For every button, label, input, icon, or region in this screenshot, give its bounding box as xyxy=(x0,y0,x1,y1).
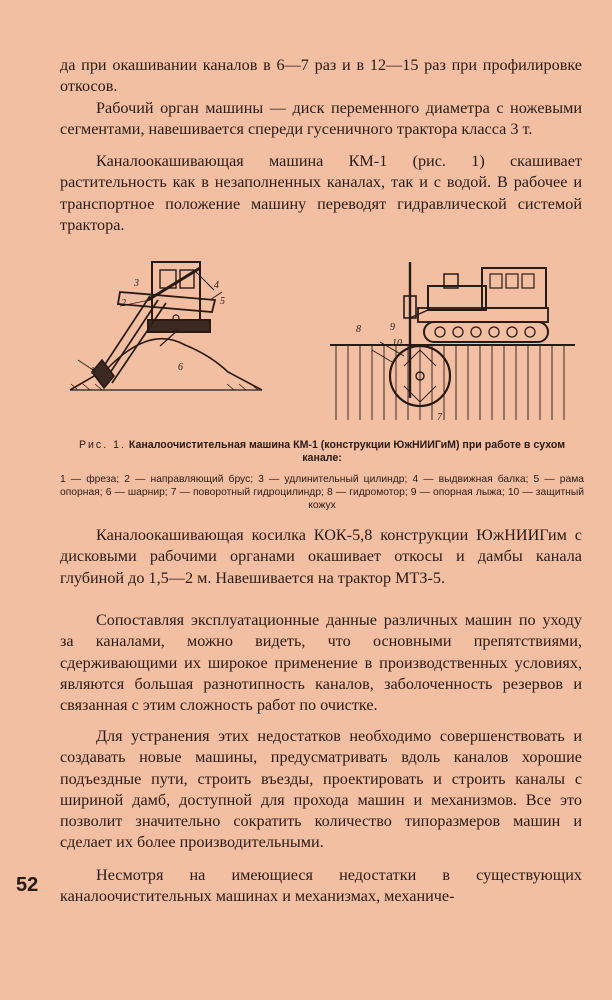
paragraph-km1: Каналоокашивающая машина КМ-1 (рис. 1) скашивает растительность как в незаполненных каналах, так и с водой. В рабочее и транспортное положение машину переводят гидравлической системой трактора. xyxy=(60,152,582,234)
paragraph-despite: Несмотря на имеющиеся недостатки в существующих каналоочистительных машинах и механизмах, механиче- xyxy=(60,866,582,906)
callout-left-6: 6 xyxy=(178,362,183,373)
page-number: 52 xyxy=(16,874,39,896)
callout-right-8: 8 xyxy=(356,324,361,335)
paragraph-kok: Каналоокашивающая косилка КОК-5,8 конструкции ЮжНИИГим с дисковыми рабочими органами окашивает откосы и дамбы канала глубиной до 1,5—2 м. Навешивается на трактор МТЗ-5. xyxy=(60,526,582,587)
callout-left-1: 1 xyxy=(90,366,95,377)
callout-left-3: 3 xyxy=(134,278,139,289)
callout-left-5: 5 xyxy=(220,296,225,307)
figure-caption-label: Рис. 1. xyxy=(78,439,126,451)
figure-km1-drawing xyxy=(0,0,612,440)
paragraph-working-organ: Рабочий орган машины — диск переменного диаметра с ножевыми сегментами, навешивается спереди гусеничного трактора класса 3 т. xyxy=(60,99,582,139)
figure-caption-title xyxy=(60,439,584,465)
callout-right-9: 9 xyxy=(390,322,395,333)
callout-left-2: 2 xyxy=(121,298,126,309)
figure-legend: 1 — фреза; 2 — направляющий брус; 3 — удлинительный цилиндр; 4 — выдвижная балка; 5 — рама опорная; 6 — шарнир; 7 — поворотный гидроцилиндр; 8 — гидромотор; 9 — опорная лыжа; 10 — защитный кожух xyxy=(60,474,584,511)
callout-left-4: 4 xyxy=(214,280,219,291)
callout-right-7: 7 xyxy=(437,412,442,423)
paragraph-improvement: Для устранения этих недостатков необходимо совершенствовать и создавать новые машины, предусматривать вдоль каналов хорошие подъездные пути, строить въезды, проектировать и строить каналы с шириной дамб, доступной для прохода машин и механизмов. Все это позволит значительно сократить количество типоразмеров машин и сделает их более производительными. xyxy=(60,727,582,852)
paragraph-comparison: Сопоставляя эксплуатационные данные различных машин по уходу за каналами, можно видеть, что основными препятствиями, сдерживающими их широкое применение в производственных условиях, являются большая разнотипность каналов, заболоченность резервов и связанная с этим сложность работ по очистке. xyxy=(60,611,582,715)
paragraph-continuation: да при окашивании каналов в 6—7 раз и в 12—15 раз при профилировке откосов. xyxy=(60,56,582,96)
right-drawing xyxy=(330,262,575,420)
left-drawing xyxy=(70,262,262,390)
figure-caption-text: Каналоочистительная машина КМ-1 (конструкции ЮжНИИГиМ) при работе в сухом канале: xyxy=(128,439,566,464)
callout-right-10: 10 xyxy=(392,338,402,349)
